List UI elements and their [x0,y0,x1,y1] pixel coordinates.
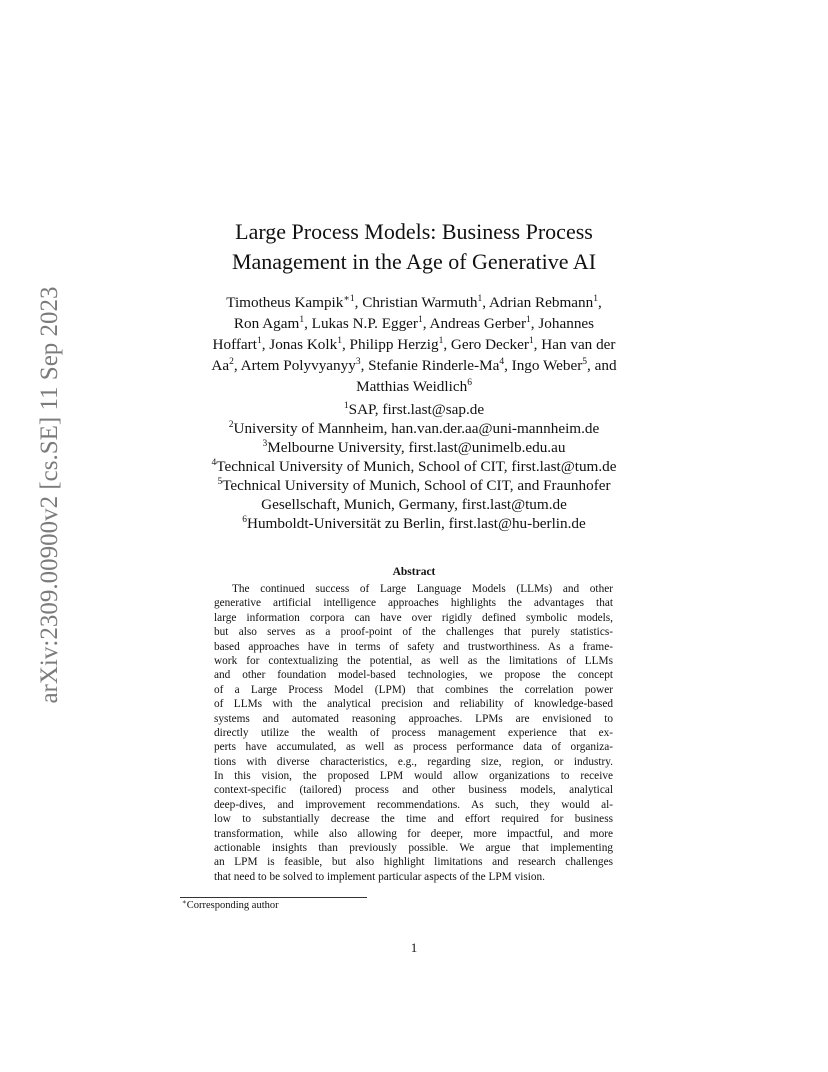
abstract-line: context-specific (tailored) process and other business models, analytical [214,784,613,797]
abstract-line: large information corpora can have over rigidly defined symbolic models, [214,611,613,624]
author-text: , Christian Warmuth [354,294,478,311]
abstract-line: actionable insights than previously possible. We argue that implementing [214,842,613,855]
abstract-line: and other foundation model-based technologies, we propose the concept [214,669,613,682]
affiliation-line [160,495,668,514]
author-text: Hoffart [212,336,257,353]
abstract-line: deep-dives, and improvement recommendations. As such, they would al- [214,798,613,811]
affiliation-list [160,400,668,533]
abstract-line: of a Large Process Model (LPM) that combines the correlation power [214,683,613,696]
author-line [180,313,648,334]
abstract-line: directly utilize the wealth of process management experience that ex- [214,726,613,739]
author-text: , Lukas N.P. Egger [304,315,418,332]
affiliation-text: SAP, first.last@sap.de [348,401,485,418]
author-text: Ron Agam [233,315,300,332]
affiliation-mark: 1 [477,294,483,304]
affiliation-text: Technical University of Munich, School of CIT, first.last@tum.de [216,458,617,475]
footnote-text: Corresponding author [186,900,279,911]
author-text: , [597,294,602,311]
affiliation-mark: 6 [467,378,472,388]
affiliation-line [160,400,668,419]
affiliation-mark: 1 [343,401,349,411]
affiliation-mark: 1 [593,294,598,304]
author-line [180,376,648,397]
title-line: Large Process Models: Business Process [235,219,593,244]
footnote-mark: ∗ [182,898,187,906]
affiliation-text: Humboldt-Universität zu Berlin, first.last@hu-berlin.de [246,515,586,532]
affiliation-mark: 4 [211,458,217,468]
author-text: , Han van der [533,336,616,353]
affiliation-mark: 1 [337,336,342,346]
author-text: , Stefanie Rinderle-Ma [360,357,500,374]
abstract-line: but also serves as a proof-point of the challenges that purely statistics- [214,626,613,639]
affiliation-mark: 5 [217,477,223,487]
abstract-line: The continued success of Large Language Models (LLMs) and other [232,583,613,595]
affiliation-mark: 1 [438,336,444,346]
author-text: , and [587,357,617,374]
abstract-line: systems and automated reasoning approaches. LPMs are envisioned to [214,712,613,725]
footnote [182,900,279,911]
affiliation-mark: 6 [242,515,247,525]
abstract-line: generative artificial intelligence approaches highlights the advantages that [214,597,613,610]
paper-title [140,217,688,277]
affiliation-mark: 4 [499,357,505,367]
abstract-line: In this vision, the proposed LPM would allow organizations to receive [214,770,613,783]
abstract-body [214,582,613,884]
affiliation-mark: 3 [355,357,361,367]
title-line: Management in the Age of Generative AI [231,249,597,274]
affiliation-text: Melbourne University, first.last@unimelb.edu.au [267,439,566,456]
affiliation-mark: 1 [256,336,262,346]
page-number: 1 [410,940,418,955]
affiliation-line [160,438,668,457]
author-text: , Jonas Kolk [261,336,338,353]
author-text: , Ingo Weber [504,357,583,374]
abstract-line: tions with diverse characteristics, e.g., regarding size, region, or industry. [214,755,613,768]
abstract-line: work for contextualizing the potential, as well as the limitations of LLMs [214,654,613,667]
affiliation-mark: 5 [582,357,588,367]
affiliation-line [160,457,668,476]
abstract-line: of LLMs with the analytical precision and reliability of knowledge-based [214,698,613,711]
affiliation-text: University of Mannheim, han.van.der.aa@uni-mannheim.de [233,420,600,437]
author-line [180,355,648,376]
abstract-line: transformation, while also allowing for deeper, more impactful, and more [214,827,613,840]
affiliation-text: Gesellschaft, Munich, Germany, first.last@tum.de [261,496,567,513]
abstract-line: based approaches have in terms of safety and trustworthiness. As a frame- [214,640,613,653]
arxiv-identifier-sidebar [28,286,72,704]
abstract-line: perts have accumulated, as well as process performance data of organiza- [214,741,613,754]
affiliation-mark: 3 [262,439,268,449]
abstract-line: that need to be solved to implement particular aspects of the LPM vision. [214,870,545,883]
author-text: , Philipp Herzig [341,336,439,353]
author-text: Timotheus Kampik [226,294,344,311]
affiliation-mark: 1 [299,315,305,325]
affiliation-line [160,419,668,438]
affiliation-mark: 1 [417,315,423,325]
author-text: , Adrian Rebmann [482,294,594,311]
affiliation-mark: 2 [229,357,234,367]
affiliation-mark: 1 [528,336,534,346]
affiliation-mark: ∗1 [343,294,355,304]
abstract-heading: Abstract [392,566,436,578]
affiliation-text: Technical University of Munich, School of CIT, and Fraunhofer [222,477,611,494]
author-list [180,292,648,397]
abstract-line: low to substantially decrease the time and effort required for business [214,813,613,826]
author-line [180,292,648,313]
affiliation-line [160,476,668,495]
author-text: , Johannes [530,315,595,332]
affiliation-line [160,514,668,533]
footnote-rule [180,897,367,898]
affiliation-mark: 1 [526,315,531,325]
arxiv-identifier: arXiv:2309.00900v2 [cs.SE] 11 Sep 2023 [36,286,63,704]
author-text: Matthias Weidlich [356,378,468,395]
author-line [180,334,648,355]
abstract-line: an LPM is feasible, but also highlight limitations and research challenges [214,856,613,869]
author-text: , Andreas Gerber [422,315,527,332]
author-text: , Artem Polyvyanyy [233,357,356,374]
affiliation-mark: 2 [228,420,234,430]
author-text: Aa [211,357,230,374]
author-text: , Gero Decker [443,336,529,353]
